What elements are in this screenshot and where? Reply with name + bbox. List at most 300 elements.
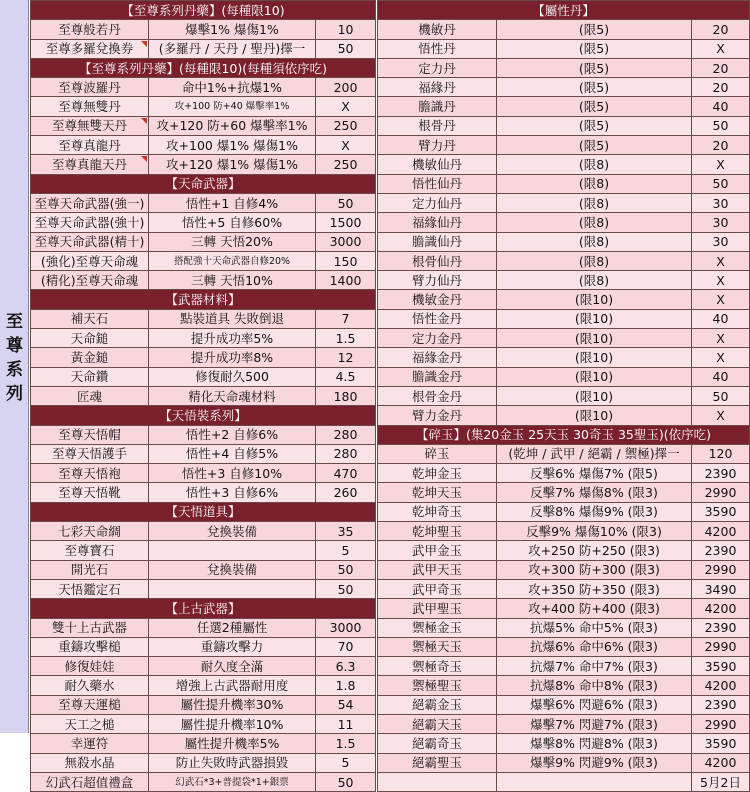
item-price: 3590 — [692, 502, 750, 521]
item-effect: (限10) — [497, 290, 692, 309]
section-header-row — [378, 1, 750, 20]
item-row — [31, 695, 376, 714]
item-row — [31, 579, 376, 598]
item-effect: 精化天命魂材料 — [149, 386, 316, 405]
item-price: 280 — [316, 425, 376, 444]
item-price: 2990 — [692, 560, 750, 579]
item-effect: (限5) — [497, 20, 692, 39]
item-price: 7 — [316, 309, 376, 328]
item-price: 200 — [316, 78, 376, 97]
item-row — [31, 522, 376, 541]
item-row — [31, 483, 376, 502]
item-name: 乾坤奇玉 — [378, 502, 497, 521]
item-name: 至尊真龍丹 — [31, 136, 149, 155]
item-row — [31, 367, 376, 386]
item-effect: 爆擊7% 閃避7% (限3) — [497, 714, 692, 733]
item-row — [378, 676, 750, 695]
item-row — [378, 483, 750, 502]
section-header-row — [31, 174, 376, 193]
item-name: 禦極天玉 — [378, 637, 497, 656]
item-effect: 三轉 天悟20% — [149, 232, 316, 251]
item-name: 天工之槌 — [31, 714, 149, 733]
item-price: 180 — [316, 386, 376, 405]
item-row — [31, 657, 376, 676]
item-row — [31, 618, 376, 637]
item-price: 2390 — [692, 464, 750, 483]
item-row — [31, 560, 376, 579]
item-name: 禦極金玉 — [378, 618, 497, 637]
item-name: 福緣丹 — [378, 78, 497, 97]
item-price: 20 — [692, 20, 750, 39]
item-row — [378, 618, 750, 637]
item-name: 定力丹 — [378, 58, 497, 77]
item-effect — [497, 772, 692, 791]
item-row — [31, 676, 376, 695]
item-price: 50 — [316, 560, 376, 579]
item-name: 幻武石超值禮盒 — [31, 772, 149, 791]
item-effect: 悟性+5 自修60% — [149, 213, 316, 232]
item-price: 1.5 — [316, 734, 376, 753]
item-effect: 防止失敗時武器損毀 — [149, 753, 316, 772]
item-row — [378, 406, 750, 425]
section-header-row — [31, 599, 376, 618]
item-price: 54 — [316, 695, 376, 714]
item-effect: 命中1%+抗爆1% — [149, 78, 316, 97]
item-row — [31, 541, 376, 560]
item-price: 2990 — [692, 714, 750, 733]
series-label — [0, 310, 29, 406]
item-row — [378, 522, 750, 541]
item-name: 機敏仙丹 — [378, 155, 497, 174]
item-effect: 攻+120 爆1% 爆傷1% — [149, 155, 316, 174]
item-price: 3000 — [316, 232, 376, 251]
item-price: X — [692, 251, 750, 270]
item-effect: 增強上古武器耐用度 — [149, 676, 316, 695]
item-name: 匠魂 — [31, 386, 149, 405]
item-effect: 提升成功率5% — [149, 329, 316, 348]
item-price: X — [692, 348, 750, 367]
item-name: 絕霸聖玉 — [378, 753, 497, 772]
item-row — [31, 251, 376, 270]
item-price: 4200 — [692, 522, 750, 541]
item-row — [378, 714, 750, 733]
item-effect: 耐久度全滿 — [149, 657, 316, 676]
item-row — [378, 772, 750, 791]
item-effect: 重鑄攻擊力 — [149, 637, 316, 656]
left-price-table — [30, 0, 376, 792]
item-price: 2390 — [692, 695, 750, 714]
item-row — [31, 97, 376, 116]
item-name: 耐久藥水 — [31, 676, 149, 695]
item-name: 至尊無雙丹 — [31, 97, 149, 116]
item-row — [31, 39, 376, 58]
item-row — [378, 464, 750, 483]
item-row — [378, 695, 750, 714]
item-effect: (多羅丹 / 天丹 / 聖丹)擇一 — [149, 39, 316, 58]
item-effect — [149, 579, 316, 598]
item-effect: 攻+250 防+250 (限3) — [497, 541, 692, 560]
item-row — [378, 753, 750, 772]
item-name: 臂力金丹 — [378, 406, 497, 425]
item-effect: 抗爆8% 命中8% (限3) — [497, 676, 692, 695]
item-price: X — [692, 39, 750, 58]
section-header: 【屬性丹】 — [378, 1, 750, 20]
item-price: 30 — [692, 232, 750, 251]
item-name: 至尊真龍天丹 — [31, 155, 149, 174]
item-effect — [149, 541, 316, 560]
item-row — [378, 579, 750, 598]
item-effect: 悟性+4 自修5% — [149, 444, 316, 463]
item-effect: (限5) — [497, 58, 692, 77]
item-row — [378, 271, 750, 290]
item-price: X — [692, 155, 750, 174]
item-name: 至尊寶石 — [31, 541, 149, 560]
item-effect: 攻+120 防+60 爆擊率1% — [149, 116, 316, 135]
item-row — [31, 271, 376, 290]
item-row — [31, 78, 376, 97]
item-price: 70 — [316, 637, 376, 656]
item-row — [31, 386, 376, 405]
item-price: 12 — [316, 348, 376, 367]
series-label-char: 列 — [6, 384, 23, 404]
item-row — [378, 502, 750, 521]
item-name: 臂力仙丹 — [378, 271, 497, 290]
item-name: 至尊天悟帽 — [31, 425, 149, 444]
item-name: 至尊天悟護手 — [31, 444, 149, 463]
item-row — [31, 444, 376, 463]
item-price: 4.5 — [316, 367, 376, 386]
item-row — [378, 39, 750, 58]
item-price: 280 — [316, 444, 376, 463]
section-header: 【至尊系列丹藥】(每種限10) — [31, 1, 376, 20]
item-name: 膽識金丹 — [378, 367, 497, 386]
series-label-char: 至 — [6, 312, 23, 332]
item-name: 機敏丹 — [378, 20, 497, 39]
item-effect: 反擊7% 爆傷8% (限3) — [497, 483, 692, 502]
item-name: 禦極奇玉 — [378, 657, 497, 676]
item-price: 20 — [692, 58, 750, 77]
item-price: 1.5 — [316, 329, 376, 348]
series-sidebar — [0, 0, 29, 733]
item-price: 3000 — [316, 618, 376, 637]
item-row — [31, 714, 376, 733]
item-name: 無殺水晶 — [31, 753, 149, 772]
item-effect: 爆擊6% 閃避6% (限3) — [497, 695, 692, 714]
item-row — [31, 136, 376, 155]
section-header: 【武器材料】 — [31, 290, 376, 309]
item-effect: (限5) — [497, 116, 692, 135]
item-effect: 悟性+3 自修6% — [149, 483, 316, 502]
item-effect: 抗爆7% 命中7% (限3) — [497, 657, 692, 676]
item-price: 250 — [316, 116, 376, 135]
item-price: 4200 — [692, 599, 750, 618]
item-name: 乾坤金玉 — [378, 464, 497, 483]
item-price: 260 — [316, 483, 376, 502]
item-price: 150 — [316, 251, 376, 270]
item-price: 5 — [316, 541, 376, 560]
item-price: 1400 — [316, 271, 376, 290]
item-effect: (限5) — [497, 78, 692, 97]
item-row — [378, 136, 750, 155]
item-row — [31, 637, 376, 656]
item-price: 11 — [316, 714, 376, 733]
item-price: 4200 — [692, 676, 750, 695]
item-name: 膽識丹 — [378, 97, 497, 116]
item-name: 至尊天命武器(強一) — [31, 193, 149, 212]
item-row — [31, 232, 376, 251]
item-effect: (限8) — [497, 193, 692, 212]
item-name: 七彩天命綢 — [31, 522, 149, 541]
item-name: 至尊天悟靴 — [31, 483, 149, 502]
item-price: 20 — [692, 78, 750, 97]
item-row — [31, 425, 376, 444]
item-name: 乾坤聖玉 — [378, 522, 497, 541]
item-price: 50 — [316, 579, 376, 598]
item-name: 武甲奇玉 — [378, 579, 497, 598]
item-name: 絕霸奇玉 — [378, 734, 497, 753]
item-effect: 屬性提升機率5% — [149, 734, 316, 753]
item-row — [378, 232, 750, 251]
item-effect: (限8) — [497, 174, 692, 193]
item-price: 2390 — [692, 618, 750, 637]
item-row — [378, 174, 750, 193]
item-price: 2390 — [692, 541, 750, 560]
item-row — [378, 116, 750, 135]
item-price: 5月2日 — [692, 772, 750, 791]
item-row — [378, 78, 750, 97]
item-row — [378, 58, 750, 77]
item-effect: 攻+300 防+300 (限3) — [497, 560, 692, 579]
item-effect: 爆擊1% 爆傷1% — [149, 20, 316, 39]
item-name: 開光石 — [31, 560, 149, 579]
item-row — [31, 213, 376, 232]
item-row — [31, 309, 376, 328]
item-row — [31, 193, 376, 212]
section-header-row — [31, 290, 376, 309]
section-header: 【至尊系列丹藥】(每種限10)(每種須依序吃) — [31, 58, 376, 77]
item-row — [378, 251, 750, 270]
item-price: 30 — [692, 213, 750, 232]
item-effect: 反擊8% 爆傷9% (限3) — [497, 502, 692, 521]
item-effect: 修復耐久500 — [149, 367, 316, 386]
section-header-row — [31, 58, 376, 77]
item-price: 1.8 — [316, 676, 376, 695]
item-price: X — [692, 290, 750, 309]
item-name: 絕霸金玉 — [378, 695, 497, 714]
item-row — [378, 734, 750, 753]
item-row — [378, 560, 750, 579]
section-header-row — [378, 425, 750, 444]
item-name: 武甲聖玉 — [378, 599, 497, 618]
item-row — [378, 599, 750, 618]
item-name: 幸運符 — [31, 734, 149, 753]
item-effect: 三轉 天悟10% — [149, 271, 316, 290]
item-price: 4200 — [692, 753, 750, 772]
item-row — [378, 193, 750, 212]
item-effect: 悟性+2 自修6% — [149, 425, 316, 444]
item-effect: 屬性提升機率10% — [149, 714, 316, 733]
item-name: 重鑄攻擊槌 — [31, 637, 149, 656]
item-name: 悟性丹 — [378, 39, 497, 58]
item-effect: 反擊9% 爆傷10% (限3) — [497, 522, 692, 541]
item-row — [378, 444, 750, 463]
section-header: 【上古武器】 — [31, 599, 376, 618]
item-name: 福緣仙丹 — [378, 213, 497, 232]
item-name: 悟性金丹 — [378, 309, 497, 328]
section-header: 【天命武器】 — [31, 174, 376, 193]
item-row — [31, 329, 376, 348]
item-effect: (限5) — [497, 39, 692, 58]
item-row — [378, 20, 750, 39]
item-name: 至尊天命武器(強十) — [31, 213, 149, 232]
item-effect: (限8) — [497, 271, 692, 290]
item-effect: 攻+400 防+400 (限3) — [497, 599, 692, 618]
item-name: 悟性仙丹 — [378, 174, 497, 193]
item-price: 3590 — [692, 657, 750, 676]
item-price: X — [692, 271, 750, 290]
item-price: 3490 — [692, 579, 750, 598]
item-row — [31, 20, 376, 39]
item-name: 至尊多羅兌換券 — [31, 39, 149, 58]
item-row — [378, 657, 750, 676]
item-row — [378, 97, 750, 116]
item-effect: (限8) — [497, 251, 692, 270]
item-effect: 提升成功率8% — [149, 348, 316, 367]
item-price: 1500 — [316, 213, 376, 232]
item-name: 天命鑽 — [31, 367, 149, 386]
item-effect: 爆擊9% 閃避9% (限3) — [497, 753, 692, 772]
item-row — [378, 329, 750, 348]
item-row — [31, 734, 376, 753]
item-name: 補天石 — [31, 309, 149, 328]
item-price: 40 — [692, 309, 750, 328]
series-label-char: 尊 — [6, 336, 23, 356]
section-header: 【天悟裝系列】 — [31, 406, 376, 425]
item-name: 定力仙丹 — [378, 193, 497, 212]
item-price: 250 — [316, 155, 376, 174]
item-name: 膽識仙丹 — [378, 232, 497, 251]
item-price: X — [692, 329, 750, 348]
item-name: 絕霸天玉 — [378, 714, 497, 733]
item-price: 6.3 — [316, 657, 376, 676]
item-effect: 任選2種屬性 — [149, 618, 316, 637]
item-effect: 屬性提升機率30% — [149, 695, 316, 714]
item-name: 根骨丹 — [378, 116, 497, 135]
item-effect: (限10) — [497, 329, 692, 348]
item-row — [378, 213, 750, 232]
item-row — [378, 386, 750, 405]
item-name: 乾坤天玉 — [378, 483, 497, 502]
section-header-row — [31, 502, 376, 521]
item-row — [378, 367, 750, 386]
item-effect: 兌換裝備 — [149, 522, 316, 541]
item-effect: 反擊6% 爆傷7% (限5) — [497, 464, 692, 483]
item-price: 50 — [316, 772, 376, 791]
item-price: 50 — [316, 39, 376, 58]
item-effect: 爆擊8% 閃避8% (限3) — [497, 734, 692, 753]
item-name: 天命鎚 — [31, 329, 149, 348]
item-name: 臂力丹 — [378, 136, 497, 155]
item-price: 30 — [692, 193, 750, 212]
item-effect: 抗爆6% 命中6% (限3) — [497, 637, 692, 656]
right-price-table — [377, 0, 750, 792]
item-row — [378, 637, 750, 656]
item-effect: 點裝道具 失敗倒退 — [149, 309, 316, 328]
item-price: X — [316, 97, 376, 116]
item-row — [31, 155, 376, 174]
item-price: 35 — [316, 522, 376, 541]
item-effect: 悟性+1 自修4% — [149, 193, 316, 212]
item-effect: (限10) — [497, 348, 692, 367]
item-name: 根骨仙丹 — [378, 251, 497, 270]
item-name: 至尊天運槌 — [31, 695, 149, 714]
item-price: X — [692, 406, 750, 425]
item-name: 根骨金丹 — [378, 386, 497, 405]
item-effect: (限10) — [497, 386, 692, 405]
item-effect: (乾坤 / 武甲 / 絕霸 / 禦極)擇一 — [497, 444, 692, 463]
item-price: 120 — [692, 444, 750, 463]
item-effect: 抗爆5% 命中5% (限3) — [497, 618, 692, 637]
item-name: 武甲金玉 — [378, 541, 497, 560]
item-name: 天悟鑑定石 — [31, 579, 149, 598]
item-effect: (限8) — [497, 213, 692, 232]
item-price: 50 — [692, 386, 750, 405]
item-name: (精化)至尊天命魂 — [31, 271, 149, 290]
item-effect: 悟性+3 自修10% — [149, 464, 316, 483]
item-price: 40 — [692, 367, 750, 386]
item-name — [378, 772, 497, 791]
item-price: 2990 — [692, 637, 750, 656]
item-effect: (限8) — [497, 232, 692, 251]
item-name: (強化)至尊天命魂 — [31, 251, 149, 270]
item-row — [31, 753, 376, 772]
item-row — [378, 309, 750, 328]
item-price: 50 — [692, 116, 750, 135]
item-row — [378, 155, 750, 174]
item-price: 50 — [316, 193, 376, 212]
item-name: 至尊天命武器(精十) — [31, 232, 149, 251]
item-effect: 攻+100 爆1% 爆傷1% — [149, 136, 316, 155]
series-label-char: 系 — [6, 360, 23, 380]
item-effect: 攻+100 防+40 爆擊率1% — [149, 97, 316, 116]
item-row — [378, 348, 750, 367]
item-name: 至尊天悟袍 — [31, 464, 149, 483]
item-price: 2990 — [692, 483, 750, 502]
item-name: 至尊無雙天丹 — [31, 116, 149, 135]
item-price: X — [316, 136, 376, 155]
item-effect: (限10) — [497, 367, 692, 386]
item-price: 40 — [692, 97, 750, 116]
item-effect: (限10) — [497, 406, 692, 425]
item-price: 470 — [316, 464, 376, 483]
item-price: 20 — [692, 136, 750, 155]
item-effect: (限5) — [497, 97, 692, 116]
item-name: 福緣金丹 — [378, 348, 497, 367]
item-price: 5 — [316, 753, 376, 772]
item-row — [31, 116, 376, 135]
section-header: 【碎玉】(集20金玉 25天玉 30奇玉 35聖玉)(依序吃) — [378, 425, 750, 444]
item-name: 機敏金丹 — [378, 290, 497, 309]
item-effect: 搭配強十天命武器自修20% — [149, 251, 316, 270]
item-name: 至尊波羅丹 — [31, 78, 149, 97]
item-name: 碎玉 — [378, 444, 497, 463]
item-effect: 兌換裝備 — [149, 560, 316, 579]
item-effect: (限8) — [497, 155, 692, 174]
item-name: 定力金丹 — [378, 329, 497, 348]
item-price: 50 — [692, 174, 750, 193]
item-effect: 攻+350 防+350 (限3) — [497, 579, 692, 598]
item-name: 武甲天玉 — [378, 560, 497, 579]
